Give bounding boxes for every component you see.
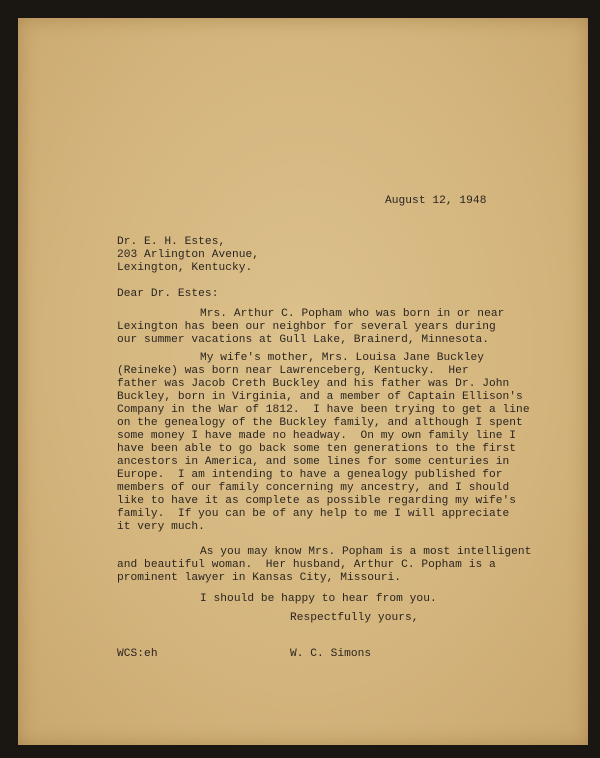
salutation: Dear Dr. Estes: bbox=[117, 288, 219, 300]
recipient-line-2: 203 Arlington Avenue, bbox=[117, 249, 260, 261]
paragraph1-line: our summer vacations at Gull Lake, Brainerd, Minnesota. bbox=[117, 334, 489, 346]
paragraph2-line: it very much. bbox=[117, 521, 205, 533]
paragraph4: I should be happy to hear from you. bbox=[200, 593, 437, 605]
paragraph3-line: As you may know Mrs. Popham is a most intelligent bbox=[200, 546, 532, 558]
paragraph2-line: like to have it as complete as possible regarding my wife's bbox=[117, 495, 517, 507]
paragraph2-line: father was Jacob Creth Buckley and his father was Dr. John bbox=[117, 378, 510, 390]
paragraph2-line: Company in the War of 1812. I have been trying to get a line bbox=[117, 404, 530, 416]
letter-date: August 12, 1948 bbox=[385, 195, 487, 207]
paragraph1-line: Lexington has been our neighbor for several years during bbox=[117, 321, 496, 333]
paragraph2-line: ancestors in America, and some lines for some centuries in bbox=[117, 456, 510, 468]
paragraph2-line: some money I have made no headway. On my own family line I bbox=[117, 430, 517, 442]
paragraph2-line: on the genealogy of the Buckley family, and although I spent bbox=[117, 417, 523, 429]
recipient-line-3: Lexington, Kentucky. bbox=[117, 262, 253, 274]
paragraph1-line: Mrs. Arthur C. Popham who was born in or near bbox=[200, 308, 505, 320]
paragraph2-line: Buckley, born in Virginia, and a member of Captain Ellison's bbox=[117, 391, 523, 403]
paragraph3-line: prominent lawyer in Kansas City, Missouri. bbox=[117, 572, 402, 584]
paragraph3-line: and beautiful woman. Her husband, Arthur C. Popham is a bbox=[117, 559, 496, 571]
closing: Respectfully yours, bbox=[290, 612, 419, 624]
paragraph2-line: members of our family concerning my ancestry, and I should bbox=[117, 482, 510, 494]
paragraph2-line: Europe. I am intending to have a genealogy published for bbox=[117, 469, 503, 481]
paragraph2-line: My wife's mother, Mrs. Louisa Jane Buckley bbox=[200, 352, 485, 364]
recipient-line-1: Dr. E. H. Estes, bbox=[117, 236, 226, 248]
signature-name: W. C. Simons bbox=[290, 648, 372, 660]
paragraph2-line: (Reineke) was born near Lawrenceberg, Kentucky. Her bbox=[117, 365, 469, 377]
paragraph2-line: have been able to go back some ten generations to the first bbox=[117, 443, 517, 455]
typist-initials: WCS:eh bbox=[117, 648, 158, 660]
paragraph2-line: family. If you can be of any help to me I will appreciate bbox=[117, 508, 510, 520]
